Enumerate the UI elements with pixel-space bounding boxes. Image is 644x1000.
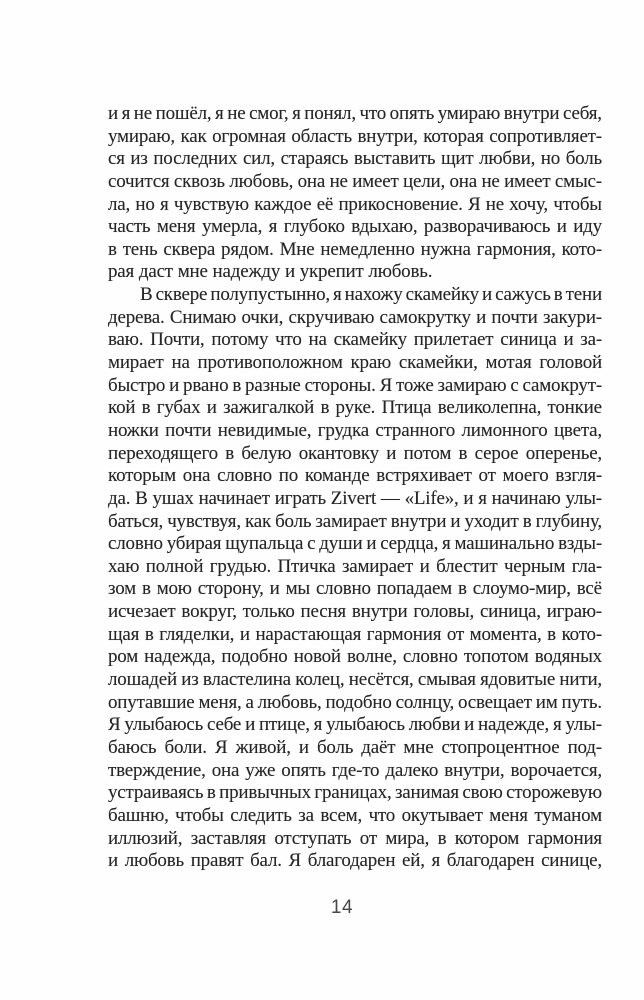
text-line: кой в губах и зажигалкой в руке. Птица великолепна, тонкие [108, 397, 602, 419]
text-line: переходящего в белую окантовку и потом в серое оперенье, [108, 442, 602, 464]
text-line: сочится сквозь любовь, она не имеет цели, она не имеет смыс- [108, 170, 602, 192]
text-line: ла, но я чувствую каждое её прикосновение. Я не хочу, чтобы [108, 193, 602, 215]
text-line: ся из последних сил, стараясь выставить щит любви, но боль [108, 148, 602, 170]
text-line: умираю, как огромная область внутри, которая сопротивляет- [108, 125, 602, 147]
text-line: иллюзий, заставляя отступать от мира, в котором гармония [108, 827, 602, 849]
text-line: да. В ушах начинает играть Zivert — «Life», и я начинаю улы- [108, 487, 602, 509]
text-line: исчезает вокруг, только песня внутри головы, синица, играю- [108, 601, 602, 623]
text-line: и я не пошёл, я не смог, я понял, что опять умираю внутри себя, [108, 103, 602, 124]
text-line: мирает на противоположном краю скамейки, мотая головой [108, 352, 602, 374]
text-line: опутавшие меня, а любовь, подобно солнцу, освещает им путь. [108, 691, 602, 713]
text-line: баюсь боли. Я живой, и боль даёт мне стопроцентное под- [108, 736, 602, 758]
text-line: ром надежда, подобно новой волне, словно топотом водяных [108, 646, 602, 668]
text-line: которым она словно по команде встряхивает от моего взгля- [108, 465, 602, 487]
text-line: ножки почти невидимые, грудка странного лимонного цвета, [108, 419, 602, 441]
text-line: Я улыбаюсь себе и птице, я улыбаюсь любви и надежде, я улы- [108, 714, 602, 736]
text-line: часть меня умерла, я глубоко вдыхаю, разворачиваюсь и иду [108, 216, 602, 238]
text-line: дерева. Снимаю очки, скручиваю самокрутку и почти закури- [108, 306, 602, 328]
text-line: словно убирая щупальца с души и сердца, я машинально взды- [108, 533, 602, 555]
text-line: башню, чтобы следить за всем, что окутывает меня туманом [108, 804, 602, 826]
text-line: баться, чувствуя, как боль замирает внутри и уходит в глубину, [108, 510, 602, 532]
text-line: и любовь правят бал. Я благодарен ей, я благодарен синице, [108, 850, 602, 872]
text-line: устраиваясь в привычных границах, занимая свою сторожевую [108, 782, 602, 804]
page-number: 14 [330, 897, 354, 918]
text-line: тверждение, она уже опять где-то далеко внутри, ворочается, [108, 759, 602, 781]
text-line: зом в мою сторону, и мы словно попадаем в слоумо-мир, всё [108, 578, 602, 600]
page-text [108, 103, 602, 873]
text-line: рая даст мне надежду и укрепит любовь. [108, 261, 433, 283]
text-line: щая в гляделки, и нарастающая гармония от момента, в кото- [108, 623, 602, 645]
text-line: В сквере полупустынно, я нахожу скамейку и сажусь в тени [140, 284, 602, 306]
text-line: лошадей из властелина колец, несётся, смывая ядовитые нити, [108, 669, 602, 691]
text-line: быстро и рвано в разные стороны. Я тоже замираю с самокрут- [108, 374, 602, 396]
text-line: в тень сквера рядом. Мне немедленно нужна гармония, кото- [108, 238, 602, 260]
text-line: ваю. Почти, потому что на скамейку прилетает синица и за- [108, 329, 602, 351]
text-line: хаю полной грудью. Птичка замирает и блестит черным гла- [108, 555, 602, 577]
